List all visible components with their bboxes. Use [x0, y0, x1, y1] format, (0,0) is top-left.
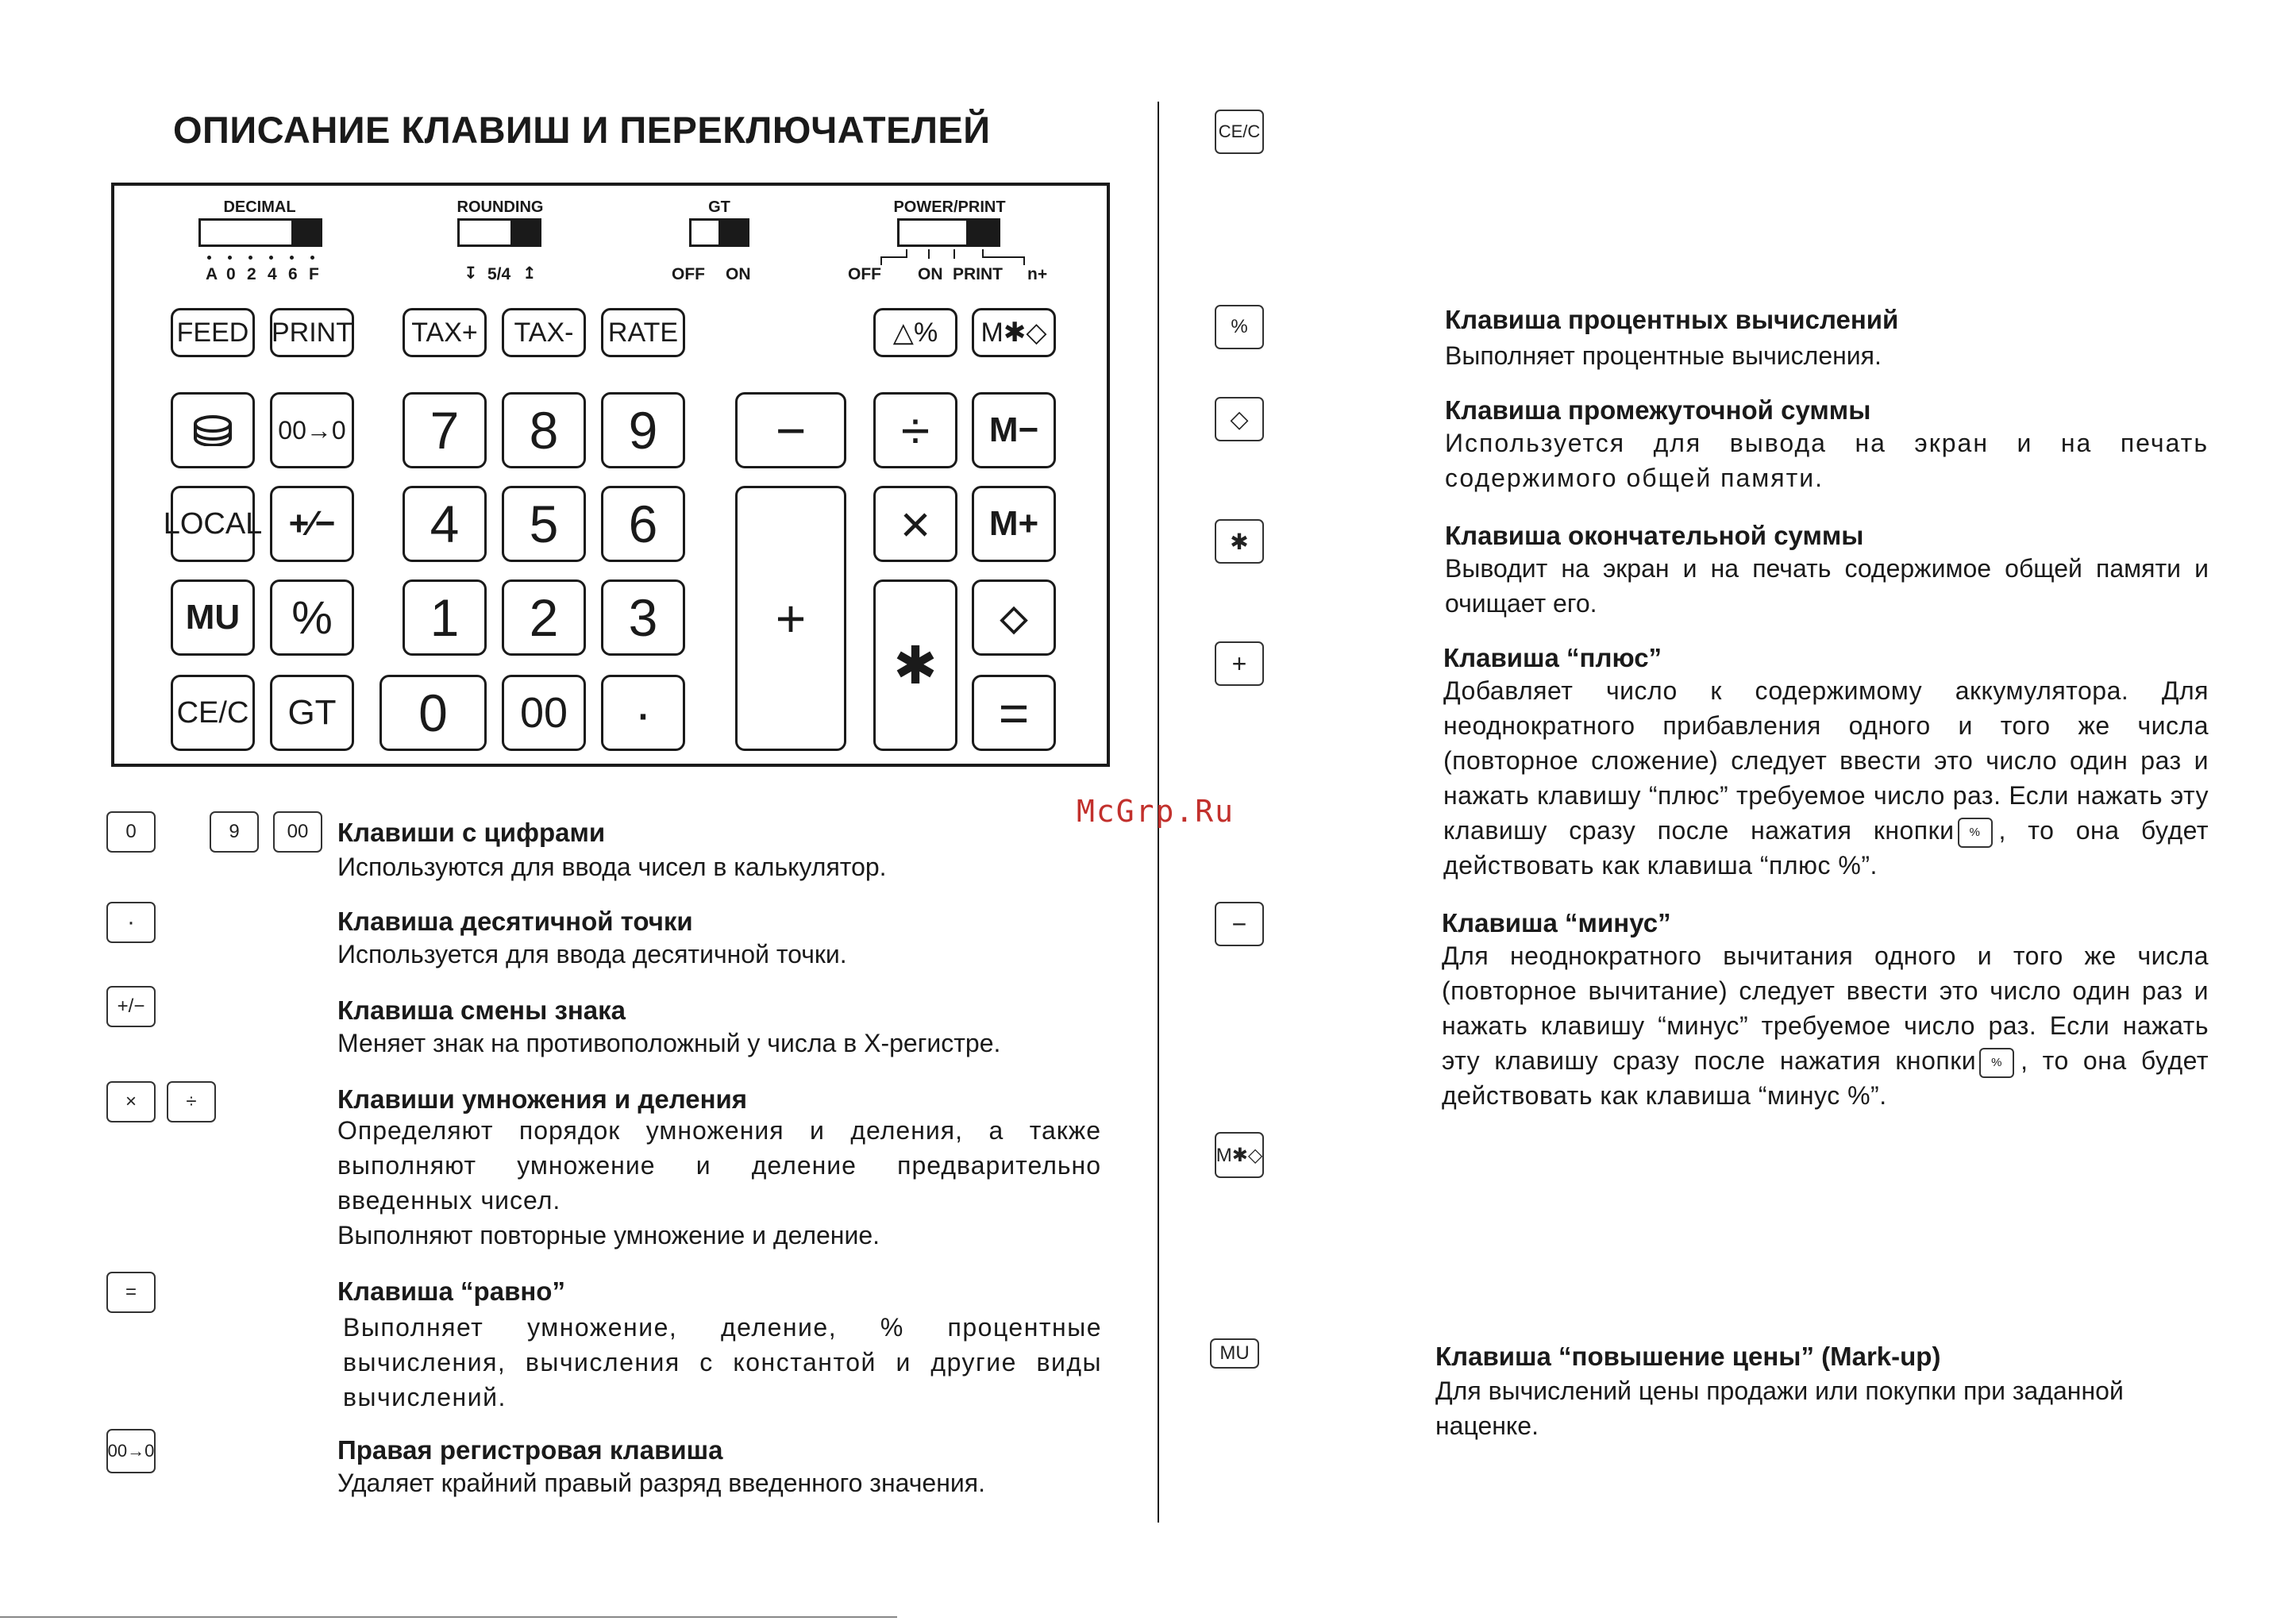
digit-6-key[interactable]: 6 — [601, 486, 685, 562]
digits-title: Клавиши с цифрами — [337, 818, 606, 847]
delta-percent-key[interactable]: △% — [873, 308, 957, 357]
double-zero-key-icon: 00 — [273, 811, 322, 853]
page-title: ОПИСАНИЕ КЛАВИШ И ПЕРЕКЛЮЧАТЕЛЕЙ — [173, 109, 991, 151]
digit-4-key[interactable]: 4 — [403, 486, 487, 562]
memory-total-key-icon: M✱◇ — [1215, 1132, 1264, 1178]
power-pos-print: PRINT — [953, 265, 1003, 283]
sign-change-key[interactable]: +∕− — [270, 486, 354, 562]
plus-body — [1443, 673, 2209, 883]
plus-body-text: Добавляет число к содержимому аккумулятора. Для неоднократного прибавления одного и того же числа (повторное сложение) следует ввести это число один раз и нажать клавишу “плюс” требуемое число раз. Если нажать эту клавишу сразу после нажатия кнопки — [1443, 676, 2209, 845]
divide-key-icon: ÷ — [167, 1081, 216, 1122]
decimal-pos-a: A — [206, 265, 218, 283]
total-key[interactable]: ✱ — [873, 579, 957, 751]
subtotal-key[interactable]: ◇ — [972, 579, 1056, 656]
decimal-point-title: Клавиша десятичной точки — [337, 907, 693, 936]
power-pos-on: ON — [918, 265, 943, 283]
plus-title: Клавиша “плюс” — [1443, 643, 1662, 672]
markup-key[interactable]: MU — [171, 579, 255, 656]
gt-pos-on: ON — [726, 265, 751, 283]
clear-entry-key-icon: CE/C — [1215, 110, 1264, 154]
shift-body: Удаляет крайний правый разряд введенного значения. — [337, 1469, 985, 1497]
multiply-divide-body: Определяют порядок умножения и деления, а также выполняют умножение и деление предварительно введенных чисел. — [337, 1116, 1101, 1215]
memory-plus-key[interactable]: M+ — [972, 486, 1056, 562]
rounding-switch-label: ROUNDING — [457, 198, 544, 216]
digit-9-key[interactable]: 9 — [601, 392, 685, 468]
digit-2-key[interactable]: 2 — [502, 579, 586, 656]
percent-body: Выполняет процентные вычисления. — [1445, 341, 1882, 370]
inline-percent-key-icon-2: % — [1979, 1048, 2014, 1078]
markup-body: Для вычислений цены продажи или покупки при заданной наценке. — [1435, 1377, 2124, 1440]
print-key[interactable]: PRINT — [270, 308, 354, 357]
watermark: McGrp.Ru — [1077, 794, 1235, 829]
rounding-switch — [457, 218, 541, 247]
minus-body-text: Для неоднократного вычитания одного и того же числа (повторное вычитание) следует ввести это число один раз и нажать клавишу “минус” требуемое число раз. Если нажать эту клавишу сразу после нажатия кнопки — [1442, 941, 2209, 1075]
tax-minus-key[interactable]: TAX- — [502, 308, 586, 357]
markup-title: Клавиша “повышение цены” (Mark-up) — [1435, 1342, 1941, 1371]
digit-1-key[interactable]: 1 — [403, 579, 487, 656]
subtotal-body: Используется для вывода на экран и на печать содержимого общей памяти. — [1445, 429, 2209, 492]
equals-key[interactable]: = — [972, 675, 1056, 751]
plus-key-icon: + — [1215, 641, 1264, 686]
double-zero-key[interactable]: 00 — [502, 675, 586, 751]
sign-change-body: Меняет знак на противоположный у числа в Х-регистре. — [337, 1029, 1001, 1057]
equals-body: Выполняет умножение, деление, % процентные вычисления, вычисления с константой и другие виды вычислений. — [343, 1313, 1102, 1411]
percent-key-icon: % — [1215, 305, 1264, 349]
shift-key[interactable]: 00→0 — [270, 392, 354, 468]
nine-key-icon: 9 — [210, 811, 259, 853]
percent-key[interactable]: % — [270, 579, 354, 656]
gt-switch-label: GT — [708, 198, 730, 216]
minus-title: Клавиша “минус” — [1442, 908, 1671, 938]
equals-title: Клавиша “равно” — [337, 1276, 565, 1306]
divide-key[interactable]: ÷ — [873, 392, 957, 468]
decimal-point-key-icon: · — [106, 902, 156, 943]
plus-body-end: , то она будет действовать как клавиша “плюс %”. — [1443, 816, 2209, 880]
memory-minus-key[interactable]: M− — [972, 392, 1056, 468]
digit-3-key[interactable]: 3 — [601, 579, 685, 656]
zero-key-icon: 0 — [106, 811, 156, 853]
rounding-pos-up: ↥ — [522, 264, 537, 283]
power-switch-label: POWER/PRINT — [893, 198, 1006, 216]
rounding-pos-down: ↧ — [464, 264, 478, 283]
equals-key-icon: = — [106, 1272, 156, 1313]
memory-total-key[interactable]: M✱◇ — [972, 308, 1056, 357]
local-key[interactable]: LOCAL — [171, 486, 255, 562]
digit-7-key[interactable]: 7 — [403, 392, 487, 468]
digit-8-key[interactable]: 8 — [502, 392, 586, 468]
subtotal-key-icon: ◇ — [1215, 397, 1264, 441]
coins-key[interactable] — [171, 392, 255, 468]
gt-switch — [689, 218, 749, 247]
minus-key-icon: − — [1215, 902, 1264, 946]
total-title: Клавиша окончательной суммы — [1445, 521, 1864, 550]
digits-body: Используются для ввода чисел в калькулятор. — [337, 853, 887, 881]
multiply-key[interactable]: × — [873, 486, 957, 562]
multiply-divide-body-2: Выполняют повторные умножение и деление. — [337, 1221, 880, 1249]
decimal-pos-0: 0 — [226, 265, 236, 283]
decimal-switch — [198, 218, 322, 247]
digit-0-key[interactable]: 0 — [379, 675, 487, 751]
minus-body-end: , то она будет действовать как клавиша “минус %”. — [1442, 1046, 2209, 1110]
power-switch — [897, 218, 1000, 247]
power-pos-off: OFF — [848, 265, 881, 283]
page-bottom-rule — [0, 1616, 897, 1618]
shift-title: Правая регистровая клавиша — [337, 1435, 723, 1465]
coins-icon — [192, 414, 233, 446]
subtotal-title: Клавиша промежуточной суммы — [1445, 395, 1871, 425]
markup-key-icon: MU — [1210, 1338, 1259, 1369]
decimal-pos-f: F — [309, 265, 319, 283]
total-body: Выводит на экран и на печать содержимое общей памяти и очищает его. — [1445, 554, 2209, 618]
decimal-pos-2: 2 — [247, 265, 256, 283]
rounding-pos-54: 5/4 — [487, 265, 511, 283]
digit-5-key[interactable]: 5 — [502, 486, 586, 562]
rate-key[interactable]: RATE — [601, 308, 685, 357]
decimal-pos-6: 6 — [288, 265, 298, 283]
multiply-divide-title: Клавиши умножения и деления — [337, 1084, 748, 1114]
decimal-switch-dots — [206, 256, 325, 260]
inline-percent-key-icon: % — [1958, 818, 1993, 848]
decimal-point-key[interactable]: · — [601, 675, 685, 751]
decimal-pos-4: 4 — [268, 265, 277, 283]
gt-pos-off: OFF — [672, 265, 705, 283]
shift-key-icon: 00→0 — [106, 1429, 156, 1473]
feed-key[interactable]: FEED — [171, 308, 255, 357]
decimal-switch-label: DECIMAL — [223, 198, 296, 216]
clear-entry-key[interactable]: CE/C — [171, 675, 255, 751]
minus-key[interactable]: − — [735, 392, 846, 468]
power-pos-n-plus: n+ — [1027, 265, 1048, 283]
sign-change-title: Клавиша смены знака — [337, 995, 626, 1025]
multiply-key-icon: × — [106, 1081, 156, 1122]
decimal-point-body: Используется для ввода десятичной точки. — [337, 940, 847, 968]
minus-body — [1442, 938, 2209, 1113]
sign-change-key-icon: +/− — [106, 986, 156, 1027]
grand-total-key[interactable]: GT — [270, 675, 354, 751]
total-key-icon: ✱ — [1215, 519, 1264, 564]
percent-title: Клавиша процентных вычислений — [1445, 305, 1899, 334]
tax-plus-key[interactable]: TAX+ — [403, 308, 487, 357]
plus-key[interactable]: + — [735, 486, 846, 751]
